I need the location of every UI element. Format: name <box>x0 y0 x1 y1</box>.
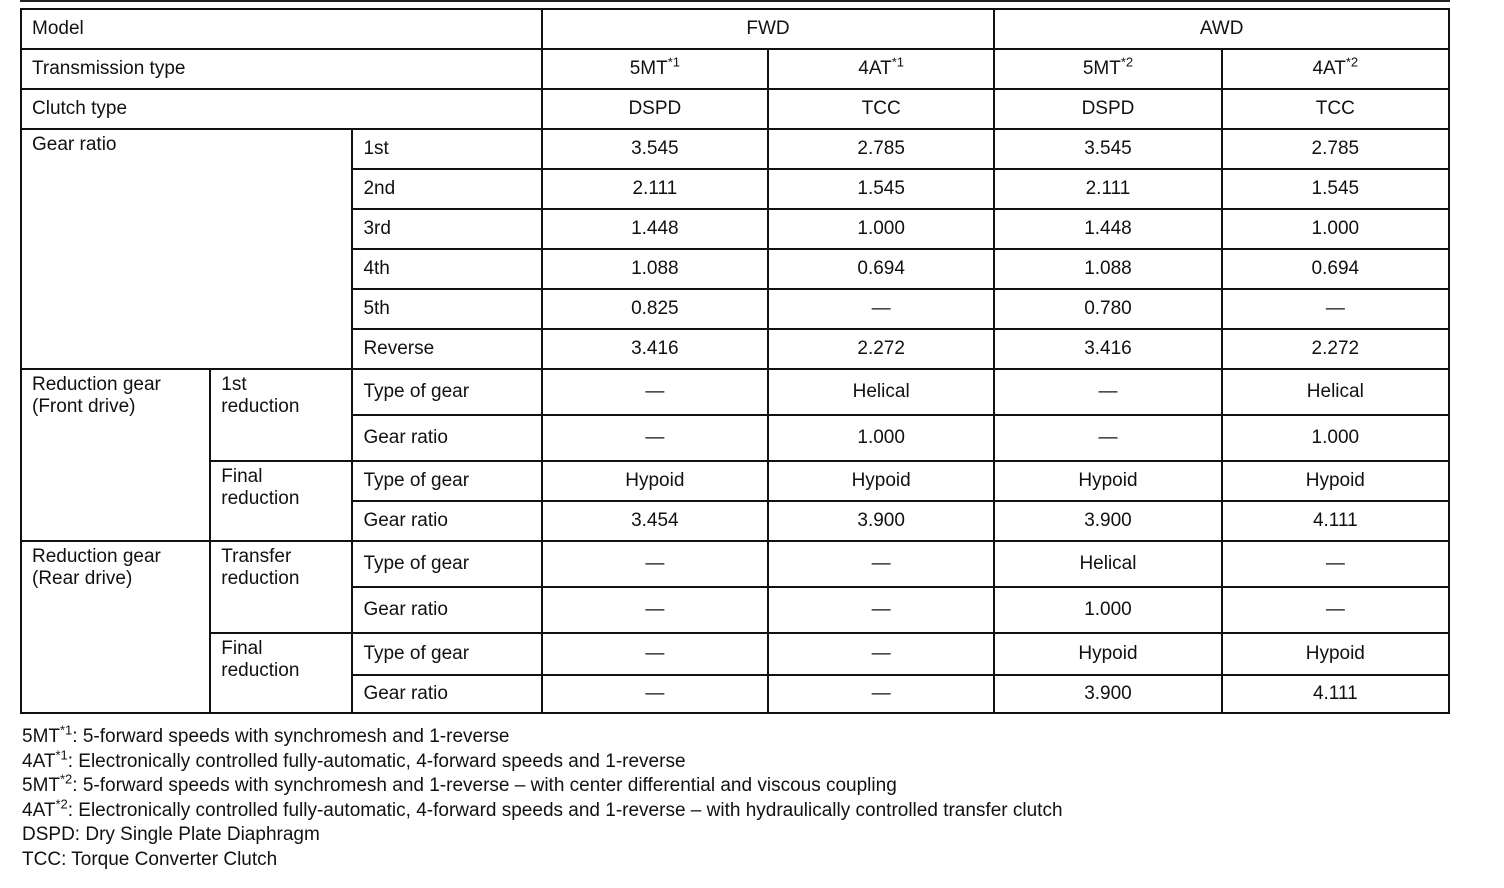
table-cell: 2.272 <box>768 329 994 369</box>
rear-transfer-type-row <box>21 541 1449 587</box>
front-final-type-row <box>21 461 1449 501</box>
front-first-type-row <box>21 369 1449 415</box>
table-cell: 1.545 <box>768 169 994 209</box>
rear-transfer-reduction-label: Transfer reduction <box>210 541 352 633</box>
table-cell: 1.088 <box>542 249 768 289</box>
table-cell: 3.454 <box>542 501 768 541</box>
table-cell: Hypoid <box>542 461 768 501</box>
rear-final-type-row <box>21 633 1449 675</box>
model-row <box>21 9 1449 49</box>
table-cell: — <box>768 587 994 633</box>
table-cell: — <box>768 541 994 587</box>
table-cell: 3.545 <box>994 129 1221 169</box>
table-cell: Hypoid <box>768 461 994 501</box>
rear-final-reduction-label: Final reduction <box>210 633 352 713</box>
table-cell: Hypoid <box>994 633 1221 675</box>
table-cell: — <box>768 633 994 675</box>
table-cell: 0.780 <box>994 289 1221 329</box>
table-cell: Helical <box>994 541 1221 587</box>
table-cell: TCC <box>768 89 994 129</box>
table-cell: Helical <box>768 369 994 415</box>
type-of-gear-label: Type of gear <box>352 369 541 415</box>
table-cell: 2.785 <box>768 129 994 169</box>
gear-label: Reverse <box>352 329 541 369</box>
table-cell: 2.111 <box>994 169 1221 209</box>
gear-label: 2nd <box>352 169 541 209</box>
gear-ratio-sub-label: Gear ratio <box>352 587 541 633</box>
table-cell: Helical <box>1222 369 1449 415</box>
footnote-dspd: DSPD: Dry Single Plate Diaphragm <box>22 824 320 845</box>
footnote-4at-1: 4AT$^{*1}$: Electronically controlled fully-automatic, 4-forward speeds and 1-reverse <box>22 747 686 772</box>
transmission-type-row <box>21 49 1449 89</box>
table-cell: — <box>542 369 768 415</box>
transmission-type-awd-mt: 5MT$^{*2}$ <box>994 49 1221 89</box>
gear-label: 5th <box>352 289 541 329</box>
front-drive-label: Reduction gear (Front drive) <box>21 369 210 541</box>
transmission-spec-table <box>20 8 1450 714</box>
table-cell: 3.545 <box>542 129 768 169</box>
footnote-5mt-1: 5MT$^{*1}$: 5-forward speeds with synchromesh and 1-reverse <box>22 722 510 747</box>
footnote-5mt-2: 5MT$^{*2}$: 5-forward speeds with synchromesh and 1-reverse – with center differential and viscous coupling <box>22 771 897 796</box>
table-cell: 3.900 <box>994 675 1221 713</box>
table-cell: — <box>542 675 768 713</box>
table-cell: 3.900 <box>768 501 994 541</box>
table-cell: DSPD <box>542 89 768 129</box>
table-cell: 1.088 <box>994 249 1221 289</box>
table-cell: — <box>768 289 994 329</box>
table-cell: — <box>542 415 768 461</box>
table-cell: — <box>994 415 1221 461</box>
model-label: Model <box>21 9 542 49</box>
type-of-gear-label: Type of gear <box>352 541 541 587</box>
table-cell: — <box>768 675 994 713</box>
footnotes <box>22 722 1482 872</box>
table-cell: 0.694 <box>1222 249 1449 289</box>
gear-ratio-sub-label: Gear ratio <box>352 675 541 713</box>
rear-drive-label: Reduction gear (Rear drive) <box>21 541 210 713</box>
table-cell: Hypoid <box>1222 461 1449 501</box>
table-cell: 3.416 <box>994 329 1221 369</box>
table-cell: 4.111 <box>1222 501 1449 541</box>
table-cell: 4.111 <box>1222 675 1449 713</box>
table-cell: 1.000 <box>1222 209 1449 249</box>
transmission-type-label: Transmission type <box>21 49 542 89</box>
transmission-type-fwd-at: 4AT$^{*1}$ <box>768 49 994 89</box>
table-cell: 3.416 <box>542 329 768 369</box>
footnote-tcc: TCC: Torque Converter Clutch <box>22 848 278 870</box>
table-cell: 3.900 <box>994 501 1221 541</box>
table-cell: — <box>1222 541 1449 587</box>
transmission-type-fwd-mt: 5MT$^{*1}$ <box>542 49 768 89</box>
table-cell: 0.825 <box>542 289 768 329</box>
gear-ratio-sub-label: Gear ratio <box>352 415 541 461</box>
transmission-type-awd-at: 4AT$^{*2}$ <box>1222 49 1449 89</box>
table-cell: — <box>1222 289 1449 329</box>
table-cell: 2.785 <box>1222 129 1449 169</box>
table-cell: — <box>994 369 1221 415</box>
table-cell: — <box>542 587 768 633</box>
clutch-type-label: Clutch type <box>21 89 542 129</box>
table-cell: 1.000 <box>1222 415 1449 461</box>
table-cell: 0.694 <box>768 249 994 289</box>
table-cell: DSPD <box>994 89 1221 129</box>
gear-ratio-label: Gear ratio <box>21 129 352 369</box>
gear-ratio-sub-label: Gear ratio <box>352 501 541 541</box>
top-rule <box>20 0 1450 2</box>
table-cell: 1.448 <box>994 209 1221 249</box>
table-cell: TCC <box>1222 89 1449 129</box>
gear-label: 1st <box>352 129 541 169</box>
fwd-header: FWD <box>542 9 995 49</box>
table-cell: 2.111 <box>542 169 768 209</box>
table-cell: 1.000 <box>768 415 994 461</box>
awd-header: AWD <box>994 9 1449 49</box>
clutch-type-row <box>21 89 1449 129</box>
type-of-gear-label: Type of gear <box>352 461 541 501</box>
table-cell: 1.448 <box>542 209 768 249</box>
gear-ratio-row-1st <box>21 129 1449 169</box>
front-final-reduction-label: Final reduction <box>210 461 352 541</box>
gear-label: 3rd <box>352 209 541 249</box>
table-cell: — <box>542 633 768 675</box>
table-cell: 1.000 <box>768 209 994 249</box>
table-cell: 2.272 <box>1222 329 1449 369</box>
front-first-reduction-label: 1st reduction <box>210 369 352 461</box>
type-of-gear-label: Type of gear <box>352 633 541 675</box>
gear-label: 4th <box>352 249 541 289</box>
table-cell: Hypoid <box>1222 633 1449 675</box>
table-cell: 1.545 <box>1222 169 1449 209</box>
footnote-4at-2: 4AT$^{*2}$: Electronically controlled fully-automatic, 4-forward speeds and 1-reverse – with hydraulically controlled transfer clutch <box>22 796 1063 821</box>
table-cell: — <box>542 541 768 587</box>
table-cell: 1.000 <box>994 587 1221 633</box>
table-cell: — <box>1222 587 1449 633</box>
table-cell: Hypoid <box>994 461 1221 501</box>
